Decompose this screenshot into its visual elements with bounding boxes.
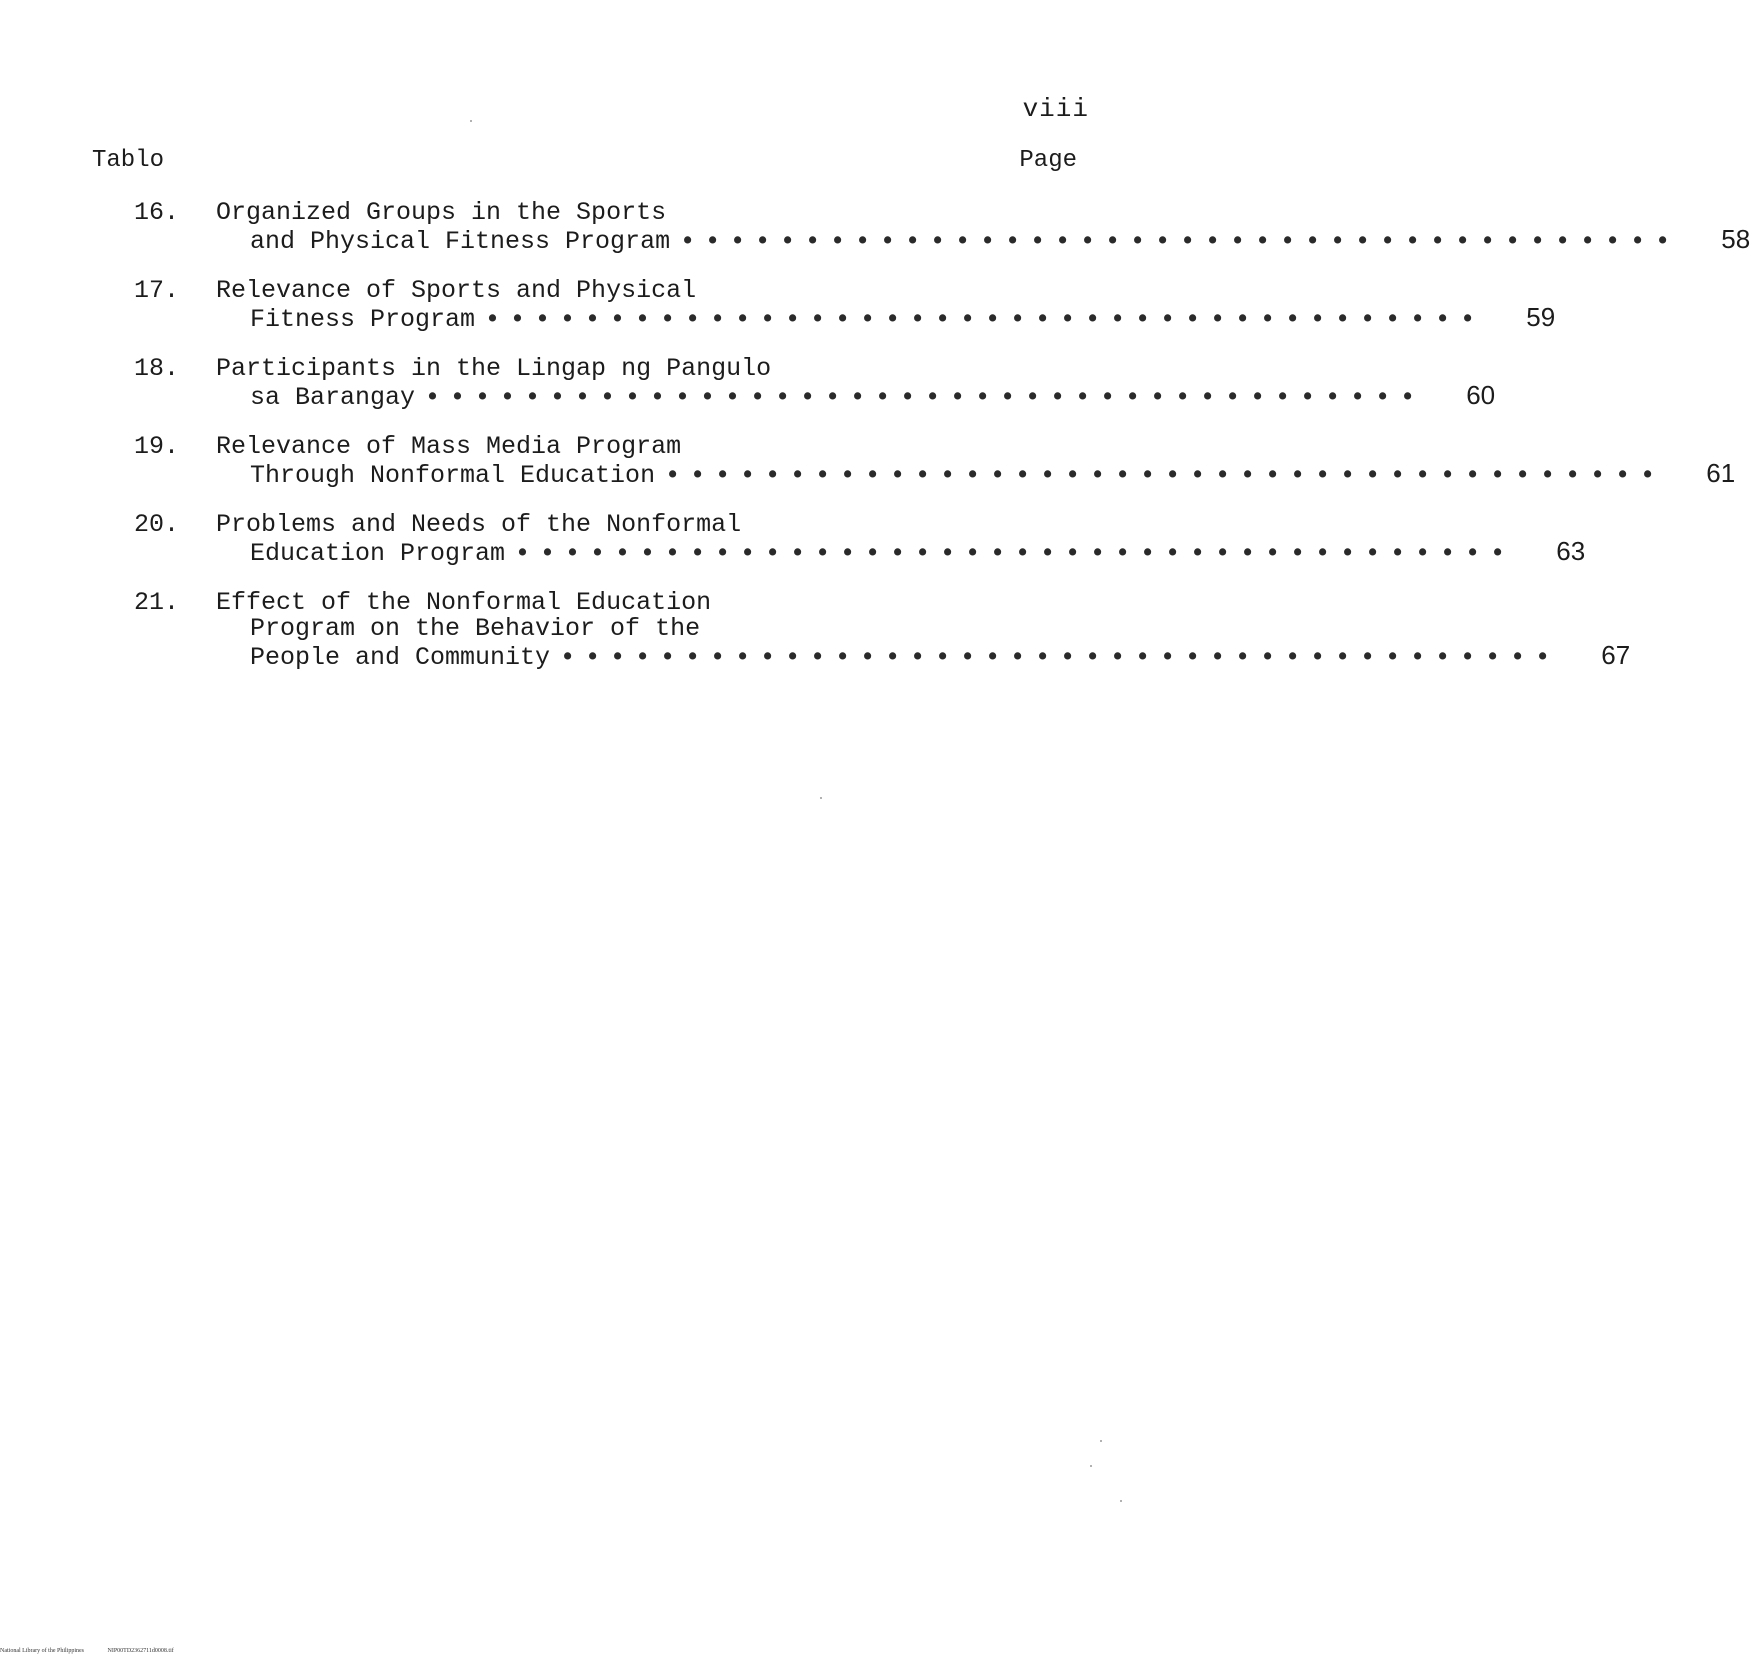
table-title-final-line [0, 224, 1750, 256]
table-title-line: Problems and Needs of the Nonformal [216, 510, 742, 539]
page-column-heading: Page [1019, 147, 1077, 174]
table-title-line: People and Community [250, 643, 551, 672]
table-title-line: Organized Groups in the Sports [216, 198, 667, 227]
table-number: 18. [134, 354, 180, 383]
table-entry [0, 198, 1750, 256]
table-title-line: sa Barangay [250, 383, 416, 412]
list-of-tables [0, 198, 1750, 694]
table-entry [0, 510, 1586, 568]
page-reference: 63 [1556, 536, 1586, 566]
table-column-heading: Tablo [92, 147, 165, 174]
table-title-line: and Physical Fitness Program [250, 227, 671, 256]
page-reference: 58 [1721, 224, 1750, 254]
dot-leader: •••••••••••••••••••••••••••••••••••••••• [485, 305, 1486, 334]
scan-speck [1120, 1500, 1122, 1502]
table-title-line: Effect of the Nonformal Education [216, 588, 712, 617]
table-entry [0, 354, 1496, 412]
table-title-final-line [0, 458, 1736, 490]
table-title-final-line [0, 302, 1556, 334]
table-number: 17. [134, 276, 180, 305]
table-title-line: Education Program [250, 539, 506, 568]
page-reference: 59 [1526, 302, 1556, 332]
dot-leader: •••••••••••••••••••••••••••••••••••••••• [665, 461, 1666, 490]
table-title-line: Relevance of Mass Media Program [216, 432, 682, 461]
library-credit: National Library of the Philippines [0, 1648, 84, 1654]
page-reference: 60 [1466, 380, 1496, 410]
scan-speck [1100, 1440, 1102, 1442]
table-entry [0, 276, 1556, 334]
dot-leader: •••••••••••••••••••••••••••••••••••••••• [515, 539, 1516, 568]
scan-speck [1090, 1465, 1092, 1467]
table-number: 20. [134, 510, 180, 539]
scan-file-name: NIP00TD2362711d0008.tif [107, 1648, 174, 1654]
table-entry [0, 432, 1736, 490]
dot-leader: •••••••••••••••••••••••••••••••••••••••• [425, 383, 1426, 412]
table-title-line: Relevance of Sports and Physical [216, 276, 697, 305]
table-entry [0, 588, 1631, 672]
page-reference: 61 [1706, 458, 1736, 488]
scan-footer [0, 1648, 196, 1654]
table-title-line: Fitness Program [250, 305, 476, 334]
table-number: 21. [134, 588, 180, 617]
page-reference: 67 [1601, 640, 1631, 670]
table-number: 19. [134, 432, 180, 461]
table-title-final-line [0, 536, 1586, 568]
scan-speck [470, 120, 472, 122]
table-title-line: Program on the Behavior of the [250, 614, 701, 643]
table-title-final-line [0, 380, 1496, 412]
dot-leader: •••••••••••••••••••••••••••••••••••••••• [560, 643, 1561, 672]
table-number: 16. [134, 198, 180, 227]
table-title-final-line [0, 640, 1631, 672]
table-title-line: Through Nonformal Education [250, 461, 656, 490]
page-number: viii [1022, 94, 1089, 124]
dot-leader: •••••••••••••••••••••••••••••••••••••••• [680, 227, 1681, 256]
scan-speck [820, 797, 822, 799]
table-title-line: Participants in the Lingap ng Pangulo [216, 354, 772, 383]
